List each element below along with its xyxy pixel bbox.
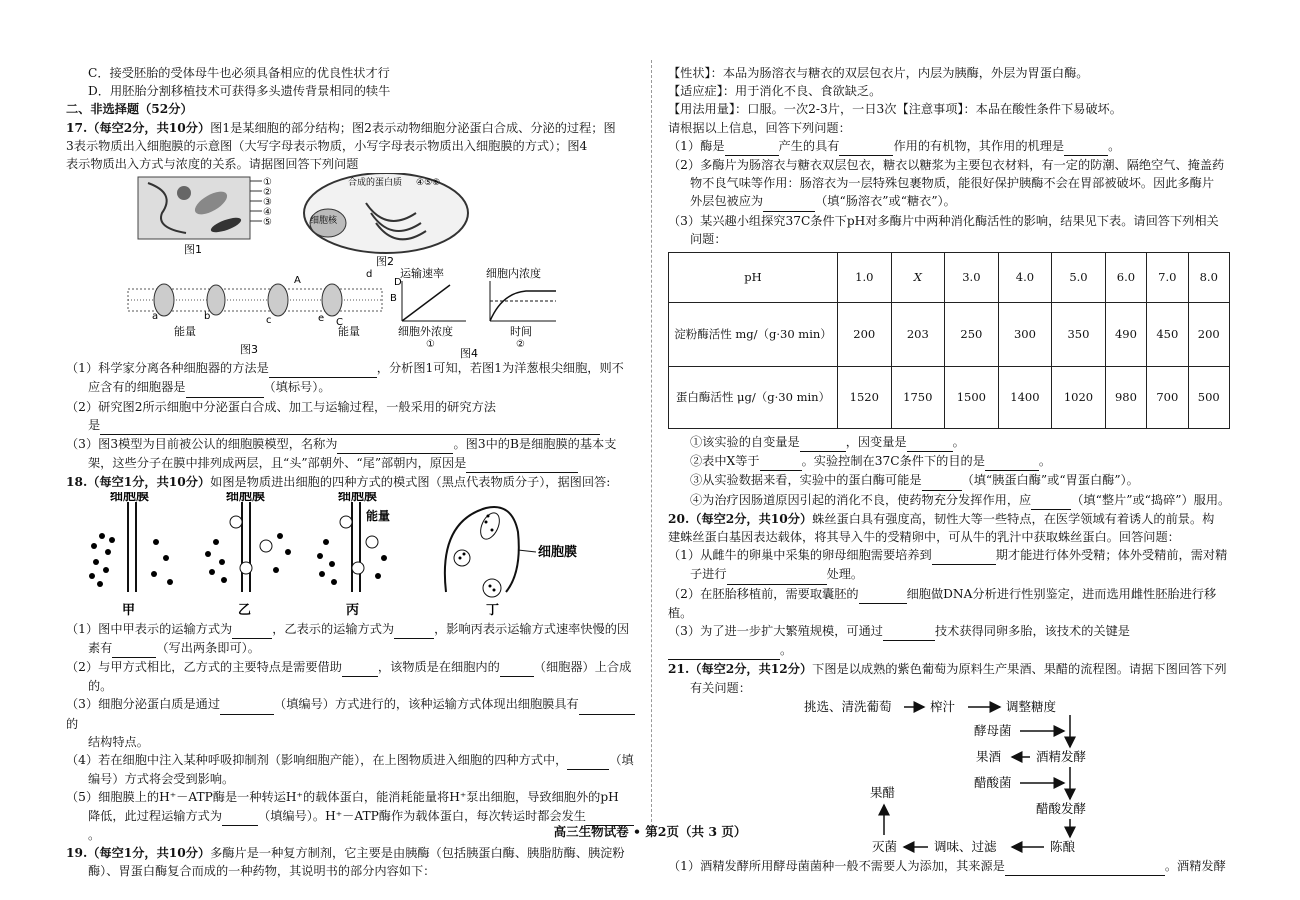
q17-figures-svg [66, 173, 636, 359]
panel-ding-label: 丁 [486, 602, 500, 618]
fig4-circle-1: ① [426, 339, 435, 351]
panel-ding [445, 507, 577, 618]
q17-2-line1: （2）研究图2所示细胞中分泌蛋白合成、加工与运输过程，一般采用的研究方法 [66, 399, 496, 414]
q19-2-line1: （2）多酶片为肠溶衣与糖衣双层包衣，糖衣以糖浆为主要包衣材料，有一定的防潮、隔绝空气、掩盖药 [668, 158, 1225, 173]
answer-blank[interactable] [100, 416, 600, 435]
column-divider [651, 60, 652, 832]
answer-blank[interactable] [725, 137, 779, 156]
right-column [668, 64, 1233, 876]
q18-2-text-b: ，该物质是在细胞内的 [377, 660, 500, 675]
answer-blank[interactable] [922, 471, 962, 490]
q19-3-line1: （3）某兴趣小组探究37C条件下pH对多酶片中两种消化酶活性的影响，结果见下表。请回答下列相关 [668, 213, 1219, 228]
q17-3-text-a: （3）图3模型为目前被公认的细胞膜模型，名称为 [66, 437, 338, 452]
answer-blank[interactable] [394, 620, 434, 639]
q17-text-a: 图1是某细胞的部分结构；图2表示动物细胞分泌蛋白合成、分泌的过程；图 [210, 120, 616, 135]
q19-3-sub1-c: 。 [952, 435, 965, 450]
q19-3-sub1-b: ，因变量是 [845, 435, 907, 450]
q17-1-text-c: 应含有的细胞器是 [88, 380, 186, 395]
q18-head: 18.（每空1分，共10分） [66, 475, 211, 490]
table-row [669, 303, 1230, 367]
fig2-caption: 图2 [376, 255, 394, 269]
q18-2-line1 [66, 658, 636, 677]
answer-blank[interactable] [232, 620, 272, 639]
flow-step-season: 调味、过滤 [934, 838, 997, 854]
fig4-outer-label: 细胞外浓度 [398, 325, 453, 339]
fig3-label-b: b [204, 311, 211, 323]
q17-3-line1 [66, 435, 636, 454]
flow-step-juice: 榨汁 [930, 698, 956, 714]
q17-2-text-b: 是 [88, 417, 101, 432]
q20-1-text-d: 处理。 [826, 567, 864, 582]
q18-3-text-c: 的 [66, 716, 79, 731]
answer-blank[interactable] [859, 585, 907, 604]
fig4-time-label: 时间 [510, 325, 532, 339]
q19-1 [668, 137, 1233, 156]
panel-bing-label: 丙 [346, 602, 360, 618]
fig1-label-3: ③ [263, 197, 272, 209]
answer-blank[interactable] [985, 452, 1039, 471]
flow-step-sterile: 灭菌 [872, 838, 898, 854]
answer-blank[interactable] [727, 565, 827, 584]
q17-1-line2 [66, 378, 636, 397]
fig2-numbers: ④⑤⑥ [416, 178, 441, 189]
q18-4-text-b: （填 [609, 753, 634, 768]
answer-blank[interactable] [466, 454, 578, 473]
drug-indication: 【适应症】：用于消化不良、食欲缺乏。 [668, 84, 882, 99]
q18-figure [66, 492, 636, 620]
q19-3-sub4-b: （填“整片”或“捣碎”）服用。 [1071, 492, 1231, 507]
page-footer: 高三生物试卷 • 第2页（共 3 页） [553, 824, 747, 839]
q19-1-text-c: 作用的有机物，其作用的机理是 [893, 138, 1065, 153]
table-cell: 1400 [998, 367, 1052, 429]
fig4-circle-2: ② [516, 339, 525, 351]
q18-5-text-b: 降低，此过程运输方式为 [88, 808, 223, 823]
q18-text: 如图是物质进出细胞的四种方式的模式图（黑点代表物质分子），据图回答: [210, 475, 611, 490]
flow-step-vinegar: 果醋 [870, 784, 896, 800]
q21-text-b: 有关问题： [690, 680, 751, 695]
q18-4-line1 [66, 751, 636, 770]
fig3-energy-2: 能量 [338, 325, 360, 339]
q19-intro [66, 844, 636, 862]
q19-3-sub3 [668, 471, 1233, 490]
option-c: C．接受胚胎的受体母牛也必须具备相应的优良性状才行 [88, 66, 390, 80]
q17-1-text-a: （1）科学家分离各种细胞器的方法是 [66, 361, 269, 376]
table-cell: 1.0 [838, 253, 892, 303]
fig1-label-2: ② [263, 187, 272, 199]
fig3-label-A: A [294, 275, 301, 287]
table-cell: 6.0 [1105, 253, 1146, 303]
answer-blank[interactable] [839, 137, 893, 156]
q18-1-text-d: 素有 [88, 640, 113, 655]
q19-3-sub2-a: ②表中X等于 [690, 454, 760, 469]
q19-3-line2: 问题： [690, 231, 727, 246]
q19-head: 19.（每空1分，共10分） [66, 846, 211, 861]
table-cell: 700 [1147, 367, 1188, 429]
q20-2-text-a: （2）在胚胎移植前，需要取囊胚的 [668, 586, 859, 601]
q19-text-a: 多酶片是一种复方制剂，它主要是由胰酶（包括胰蛋白酶、胰脂肪酶、胰淀粉 [210, 846, 625, 861]
fig3-label-c: c [266, 315, 272, 327]
answer-blank[interactable] [763, 192, 815, 211]
q17-intro [66, 119, 636, 137]
q20-1-text-a: （1）从雌牛的卵巢中采集的卵母细胞需要培养到 [668, 548, 932, 563]
flow-step-aged: 陈酿 [1050, 838, 1076, 854]
answer-blank[interactable] [907, 433, 953, 452]
figure-3 [128, 269, 402, 356]
table-cell: 8.0 [1188, 253, 1229, 303]
q20-text-b: 建蛛丝蛋白基因表达载体，将其导入牛的受精卵中，可从牛的乳汁中获取蛛丝蛋白。回答问题： [668, 530, 1180, 545]
table-cell: 300 [998, 303, 1052, 367]
table-cell: 490 [1105, 303, 1146, 367]
q19-3-sub2-b: 。实验控制在37C条件下的目的是 [801, 454, 985, 469]
q18-figure-svg [66, 492, 636, 620]
answer-blank[interactable] [567, 751, 609, 770]
fig1-label-1: ① [263, 177, 272, 189]
q21-head: 21.（每空2分，共12分） [668, 662, 813, 677]
fig3-label-D: D [394, 277, 402, 289]
panel-ding-membrane-label: 细胞膜 [538, 544, 578, 560]
flow-step-select: 挑选、清洗葡萄 [804, 698, 892, 714]
table-cell: 200 [838, 303, 892, 367]
q18-1-text-b: ，乙表示的运输方式为 [272, 621, 395, 636]
flow-step-acetic: 醋酸发酵 [1036, 800, 1087, 816]
table-cell: 200 [1188, 303, 1229, 367]
table-cell: 1520 [838, 367, 892, 429]
table-cell: pH [669, 253, 838, 303]
fig3-label-e: e [318, 313, 325, 325]
q19-1-text-b: 产生的具有 [778, 138, 840, 153]
table-cell: 4.0 [998, 253, 1052, 303]
q19-3-sub3-b: （填“胰蛋白酶”或“胃蛋白酶”）。 [961, 473, 1139, 488]
q17-figures [66, 173, 636, 359]
table-cell: 250 [945, 303, 999, 367]
figure-1 [138, 177, 272, 256]
q19-3-sub4 [668, 491, 1233, 510]
q20-1-line2 [668, 565, 1233, 584]
panel-jia-membrane-label: 细胞膜 [110, 491, 150, 504]
panel-jia [89, 492, 173, 618]
table-cell: X [891, 253, 945, 303]
q17-text-c: 表示物质出入方式与浓度的关系。请据图回答下列问题 [66, 157, 359, 172]
fig3-label-a: a [152, 311, 159, 323]
q17-1-line1 [66, 359, 636, 378]
answer-blank[interactable] [1031, 491, 1071, 510]
q18-3-line1 [66, 695, 636, 732]
panel-yi-label: 乙 [238, 602, 252, 618]
answer-blank[interactable] [883, 622, 935, 641]
table-cell: 3.0 [945, 253, 999, 303]
q18-3-text-b: （填编号）方式进行的，该种运输方式体现出细胞膜具有 [274, 697, 579, 712]
flow-label-yeast: 酵母菌 [974, 722, 1012, 738]
answer-blank[interactable] [760, 452, 802, 471]
q20-3-text-b: 技术获得同卵多胎，该技术的关键是 [934, 624, 1130, 639]
option-d: D．用胚胎分割移植技术可获得多头遗传背景相同的犊牛 [88, 84, 391, 99]
table-cell: 7.0 [1147, 253, 1188, 303]
fig3-label-d: d [366, 269, 373, 281]
q18-5-text-c: （填编号）。H⁺－ATP酶作为载体蛋白，每次转运时都会发生 [258, 808, 586, 823]
q18-2-text-c: （细胞器）上合成 [533, 660, 632, 675]
q17-1-text-b: ，分析图1可知，若图1为洋葱根尖细胞，则不 [376, 361, 624, 376]
q18-1-line2 [66, 639, 636, 658]
q19-1-text-d: 。 [1108, 138, 1121, 153]
fig4-inner-label: 细胞内浓度 [486, 267, 541, 281]
panel-bing [317, 492, 390, 618]
section-heading: 二、非选择题（52分） [66, 102, 193, 117]
q20-1-line1 [668, 546, 1233, 565]
q18-4-text-a: （4）若在细胞中注入某种呼吸抑制剂（影响细胞产能），在上图物质进入细胞的四种方式中， [66, 753, 568, 768]
q20-intro [668, 510, 1233, 528]
q18-1-text-a: （1）图中甲表示的运输方式为 [66, 621, 233, 636]
fig4-caption: 图4 [460, 347, 478, 360]
table-row [669, 367, 1230, 429]
q21-1-text-b: 。酒精发酵 [1164, 858, 1226, 873]
q18-2-line2: 的。 [88, 679, 113, 694]
answer-blank[interactable] [1005, 857, 1165, 876]
table-cell: 5.0 [1052, 253, 1106, 303]
flow-step-sugar: 调整糖度 [1006, 698, 1057, 714]
fig3-energy-1: 能量 [174, 325, 196, 339]
table-cell: 1500 [945, 367, 999, 429]
q18-3-text-a: （3）细胞分泌蛋白质是通过 [66, 697, 221, 712]
table-cell: 980 [1105, 367, 1146, 429]
q17-3-text-c: 架，这些分子在膜中排列成两层，且“头”部朝外、“尾”部朝内，原因是 [88, 456, 467, 471]
q19-3-sub3-a: ③从实验数据来看，实验中的蛋白酶可能是 [690, 473, 922, 488]
q19-3-sub2 [668, 452, 1233, 471]
panel-bing-membrane-label: 细胞膜 [338, 491, 378, 504]
q20-3 [668, 622, 1233, 660]
q20-3-text-c: 。 [780, 643, 793, 658]
answer-blank[interactable] [932, 546, 996, 565]
table-cell: 350 [1052, 303, 1106, 367]
q19-3-sub4-a: ④为治疗因肠道原因引起的消化不良，使药物充分发挥作用，应 [690, 492, 1032, 507]
table-cell: 500 [1188, 367, 1229, 429]
q19-3-sub1 [668, 433, 1233, 452]
q19-2-line3 [668, 192, 1233, 211]
fig3-caption: 图3 [240, 343, 258, 357]
panel-bing-energy-label: 能量 [366, 508, 391, 523]
panel-jia-label: 甲 [122, 602, 136, 618]
q20-1-text-b: 期才能进行体外受精；体外受精前，需对精 [995, 548, 1228, 563]
fig1-caption: 图1 [184, 243, 202, 257]
fig3-label-B: B [390, 293, 397, 305]
q20-1-text-c: 子进行 [690, 567, 727, 582]
q19-instruction: 请根据以上信息，回答下列问题： [668, 120, 851, 135]
table-row [669, 253, 1230, 303]
q18-1-line1 [66, 620, 636, 639]
q19-3-sub2-c: 。 [1038, 454, 1052, 469]
q19-2-text-a: 外层包被应为 [690, 194, 764, 209]
answer-blank[interactable] [500, 658, 534, 677]
q18-2-text-a: （2）与甲方式相比，乙方式的主要特点是需要借助 [66, 660, 342, 675]
panel-yi-membrane-label: 细胞膜 [226, 491, 266, 504]
q20-head: 20.（每空2分，共10分） [668, 511, 813, 526]
fig2-protein-label: 合成的蛋白质 [348, 178, 403, 189]
q19-1-text-a: （1）酶是 [668, 138, 725, 153]
q18-5-text-d: 。 [88, 827, 101, 842]
q19-3-sub1-a: ①该实验的自变量是 [690, 435, 800, 450]
answer-blank[interactable] [269, 359, 377, 378]
answer-blank[interactable] [186, 378, 264, 397]
q18-intro [66, 473, 636, 491]
flow-step-alcohol: 酒精发酵 [1036, 748, 1087, 764]
q17-text-b: 3表示物质出入细胞膜的示意图（大写字母表示物质，小写字母表示物质出入细胞膜的方式）；图4 [66, 138, 588, 153]
flow-step-wine: 果酒 [976, 748, 1002, 764]
q20-2 [668, 585, 1233, 622]
ph-enzyme-table [668, 252, 1230, 429]
answer-blank[interactable] [579, 695, 635, 714]
table-cell: 1750 [891, 367, 945, 429]
table-cell: 1020 [1052, 367, 1106, 429]
q19-2-text-b: （填“肠溶衣”或“糖衣”）。 [815, 194, 956, 209]
q17-3-line2 [66, 454, 636, 473]
q18-4-line2: 编号）方式将会受到影响。 [88, 772, 235, 787]
fig1-label-4: ④ [263, 207, 272, 219]
q18-1-text-c: ，影响丙表示运输方式速率快慢的因 [434, 621, 630, 636]
q20-3-text-a: （3）为了进一步扩大繁殖规模，可通过 [668, 624, 883, 639]
figure-4 [398, 266, 556, 359]
drug-property: 【性状】：本品为肠溶衣与糖衣的双层包衣片，内层为胰酶，外层为胃蛋白酶。 [668, 66, 1089, 80]
q18-5-line1: （5）细胞膜上的H⁺－ATP酶是一种转运H⁺的载体蛋白，能消耗能量将H⁺泵出细胞，导致细胞外的pH [66, 790, 619, 805]
table-cell: 淀粉酶活性 mg/（g·30 min） [669, 303, 838, 367]
table-cell: 450 [1147, 303, 1188, 367]
q21-1-text-a: （1）酒精发酵所用酵母菌菌种一般不需要人为添加，其来源是 [668, 858, 1005, 873]
answer-blank[interactable] [1064, 137, 1108, 156]
answer-blank[interactable] [112, 639, 156, 658]
answer-blank[interactable] [342, 658, 378, 677]
q20-text-a: 蛛丝蛋白具有强度高，韧性大等一些特点，在医学领域有着诱人的前景。构 [812, 511, 1215, 526]
fig1-label-5: ⑤ [263, 217, 272, 229]
q17-2-line2 [66, 416, 636, 435]
q20-2-text-b: 细胞做DNA分析进行性别鉴定，进而选用雌性胚胎进行移植。 [668, 586, 1217, 620]
q19-2-line2: 物不良气味等作用：肠溶衣为一层特殊包裹物质，能很好保护胰酶不会在胃部被破坏。因此多酶片 [690, 176, 1215, 191]
flow-label-aceto: 醋酸菌 [974, 774, 1012, 790]
q19-text-b: 酶）、胃蛋白酶复合而成的一种药物，其说明书的部分内容如下： [88, 864, 436, 879]
q17-3-text-b: 。图3中的B是细胞膜的基本支 [453, 437, 617, 452]
figure-2 [304, 173, 468, 268]
answer-blank[interactable] [800, 433, 846, 452]
panel-yi [205, 492, 291, 618]
q21-text-a: 下图是以成熟的紫色葡萄为原料生产果酒、果醋的流程图。请据下图回答下列 [812, 662, 1227, 677]
table-cell: 203 [891, 303, 945, 367]
answer-blank[interactable] [668, 641, 780, 660]
drug-dosage: 【用法用量】：口服。一次2-3片，一日3次【注意事项】：本品在酸性条件下易破坏。 [668, 102, 1122, 117]
q17-head: 17.（每空2分，共10分） [66, 120, 211, 135]
fig3-label-C: C [336, 317, 343, 329]
table-cell: 蛋白酶活性 μg/（g·30 min） [669, 367, 838, 429]
q18-1-text-e: （写出两条即可）。 [156, 640, 260, 655]
q21-1 [668, 857, 1233, 876]
answer-blank[interactable] [220, 695, 274, 714]
q18-3-line2: 结构特点。 [88, 734, 149, 749]
q17-1-text-d: （填标号）。 [263, 380, 331, 395]
fig2-nucleus-label: 细胞核 [310, 216, 338, 227]
fig4-rate-label: 运输速率 [400, 267, 444, 281]
left-column [66, 64, 636, 880]
answer-blank[interactable] [337, 435, 453, 454]
q21-intro [668, 660, 1233, 678]
